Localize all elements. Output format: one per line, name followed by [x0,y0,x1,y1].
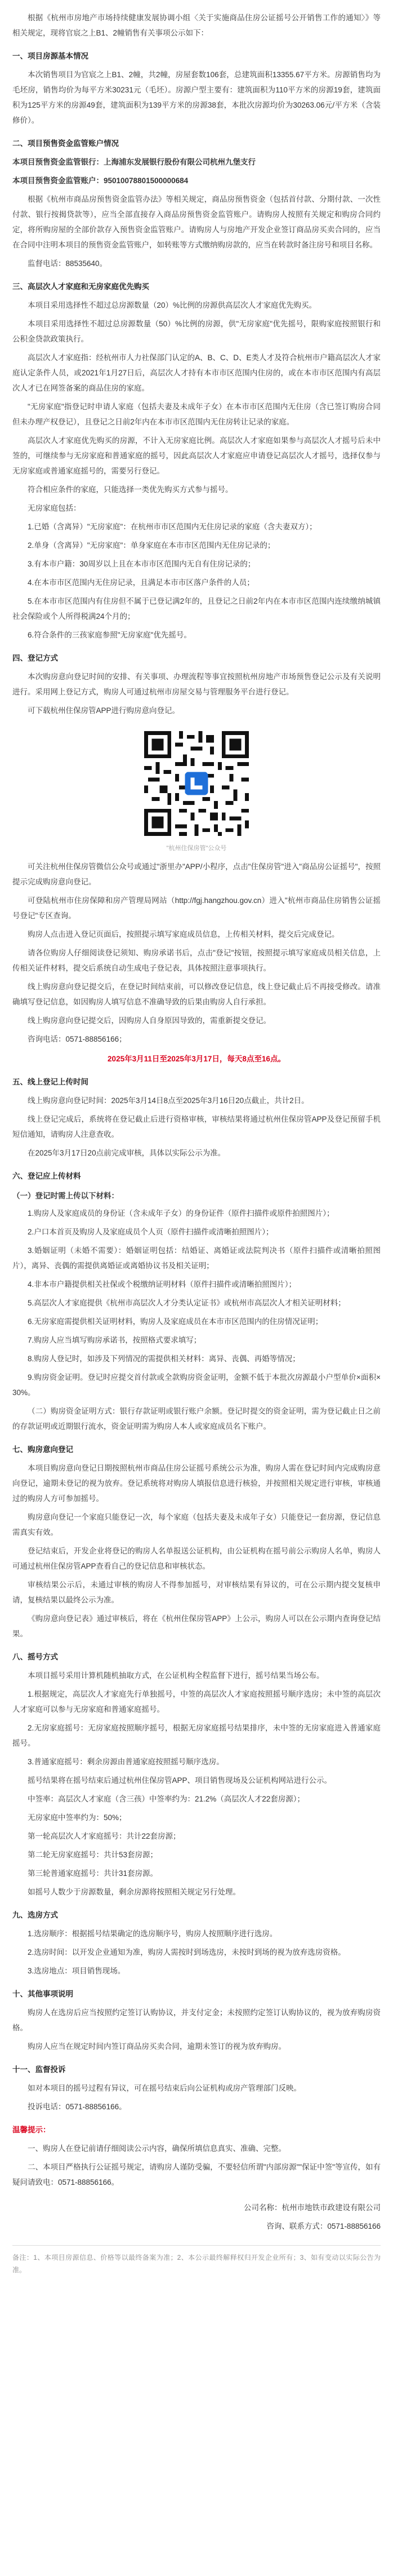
section-8-p5: 摇号结果将在摇号结束后通过杭州住保房管APP、项目销售现场及公证机构网站进行公示。 [28,1776,332,1785]
section-2-title: 二、项目预售资金监管账户情况 [12,139,119,148]
tips-title: 温馨提示： [12,2126,51,2134]
section-5-p3: 在2025年3月17日20点前完成审核，具体以实际公示为准。 [28,1149,226,1157]
section-10-p2: 购房人应当在规定时间内签订商品房买卖合同，逾期未签订的视为放弃购房。 [28,2042,286,2051]
section-8-p1: 本项目摇号采用计算机随机抽取方式，在公证机构全程监督下进行，摇号结果当场公布。 [28,1671,324,1680]
list-item: 2.单身（含离异）"无房家庭"：单身家庭在本市市区范围内无住房记录的； [28,541,275,550]
section-8-p9: 第二轮无房家庭摇号：共计53套房源； [28,1851,158,1859]
tips-p1: 一、购房人在登记前请仔细阅读公示内容，确保所填信息真实、准确、完整。 [28,2144,286,2153]
section-3-p3: 高层次人才家庭指：经杭州市人力社保部门认定的A、B、C、D、E类人才及符合杭州市户籍高层次人才家庭认定条件人员，或2021年1月27日后，高层次人才持有本市市区范围内住房的，或在本市市区范围内有高层次人才已在网签备案的商品住房的家庭。 [12,353,381,392]
section-9-p2: 2.选房时间：以开发企业通知为准，购房人需按时到场选房，未按时到场的视为放弃选房资格。 [28,1948,346,1957]
consult-phone: 咨询电话：0571-88856166； [28,1035,127,1043]
list-item: 6.无房家庭需提供相关证明材料，购房人及家庭成员在本市市区范围内的住房情况证明； [28,1317,323,1326]
list-item: 5.在本市市区范围内有住房但不属于已登记满2年的，且登记之日前2年内在本市市区范围内连续缴纳城镇社会保险或个人所得税满24个月的； [12,597,381,621]
section-3-p1: 本项目采用选择性不超过总房源数量（20）%比例的房源供高层次人才家庭优先购买。 [28,301,317,309]
section-5-p1: 线上购房意向登记时间：2025年3月14日8点至2025年3月16日20点截止，共计2日。 [28,1096,309,1105]
section-4b-p2: 可登陆杭州市住房保障和房产管理局网站（http://fgj.hangzhou.gov.cn）进入"杭州市商品住房销售公证摇号登记"专区查询。 [12,896,381,920]
section-3-p7: 无房家庭包括： [28,504,81,512]
section-7-p3: 登记结束后，开发企业将登记的购房人名单报送公证机构，由公证机构在摇号前公示购房人名单，购房人可通过杭州住保房管APP查看自己的登记信息和审核状态。 [12,1547,381,1570]
section-10-p1: 购房人在选房后应当按照约定签订认购协议，并支付定金；未按照约定签订认购协议的，视为放弃购房资格。 [12,2008,381,2032]
section-8-title: 八、摇号方式 [12,1653,58,1661]
section-6-extra: （二）购房资金证明方式：银行存款证明或银行账户余额。登记时提交的资金证明，需为登记截止日之前的存款证明或近期银行流水，资金证明需为购房人本人或家庭成员名下账户。 [12,1407,381,1431]
footnote: 备注：1、本项目房源信息、价格等以最终备案为准；2、本公示最终解释权归开发企业所有；3、如有变动以实际公告为准。 [12,2254,381,2274]
section-7-title: 七、购房意向登记 [12,1445,73,1454]
list-item: 3.婚姻证明（未婚不需要）：婚姻证明包括：结婚证、离婚证或法院判决书（原件扫描件或清晰拍照图片），离异、丧偶的需提供离婚证或离婚协议书及相关证明； [12,1246,381,1270]
qr-code-block [12,727,381,853]
section-9-title: 九、选房方式 [12,1911,58,1919]
list-item: 4.在本市市区范围内无住房记录，且满足本市市区落户条件的人员； [28,578,254,587]
section-3-p6: 符合相应条件的家庭，只能选择一类优先购买方式参与摇号。 [28,485,233,494]
section-5-title: 五、线上登记上传时间 [12,1078,88,1086]
qr-caption: "杭州住保房管"公众号 [166,845,227,852]
list-item: 8.购房人登记时，如涉及下列情况的需提供相关材料：离异、丧偶、再婚等情况； [28,1355,300,1363]
section-7-p5: 《购房意向登记表》通过审核后，将在《杭州住保房管APP》上公示，购房人可以在公示期内查询登记结果。 [12,1614,381,1638]
materials-list [12,1206,381,1400]
no-house-list [12,519,381,643]
section-2-text: 根据《杭州市商品房预售资金监管办法》等相关规定，商品房预售资金（包括首付款、分期付款、一次性付款、银行按揭贷款等），应当全部直接存入商品房预售资金监管账户。请购房人按照有关规定和购房合同约定，将所购房屋的全部价款存入预售资金监管账户。请购房人与房地产开发企业签订商品房买卖合同的，应当在合同中注明本项目的预售资金监管账户，如转账等方式缴纳购房款的，应当在转款时备注房号和项目名称。 [12,195,381,249]
section-4b-p5: 线上购房意向登记提交后，在登记时间结束前，可以修改登记信息，线上登记截止后不再接受修改。请准确填写登记信息，如因购房人填写信息不准确导致的后果由购房人自行承担。 [12,982,381,1006]
section-8-p2: 1.根据规定，高层次人才家庭先行单独摇号，中签的高层次人才家庭按照摇号顺序选房；未中签的高层次人才家庭可以参与无房家庭和普通家庭摇号。 [12,1690,381,1714]
section-4-p2: 可下载杭州住保房管APP进行购房意向登记。 [28,706,180,715]
list-item: 1.购房人及家庭成员的身份证（含未成年子女）的身份证件（原件扫描件或原件拍照图片）； [28,1209,334,1218]
list-item: 5.高层次人才家庭提供《杭州市高层次人才分类认定证书》或杭州市高层次人才相关证明材料； [28,1299,346,1307]
section-4-title: 四、登记方式 [12,654,58,662]
section-4b-p1: 可关注杭州住保房管微信公众号或通过"浙里办"APP/小程序，点击"住保房管"进入"商品房公证摇号"，按照提示完成购房意向登记。 [12,862,381,886]
registration-time: 2025年3月11日至2025年3月17日，每天8点至16点。 [108,1055,285,1063]
section-1-text: 本次销售项目为官宸之上B1、2幢，共2幢，房屋套数106套，总建筑面积13355.67平方米。房源销售均为毛坯房，销售均价为每平方米30231元（毛坯）。房源户型主要有：建筑面积为110平方米的房源19套，建筑面积为125平方米的房源49套，建筑面积为139平方米的房源38套，本批次房源均价为30263.06元/平方米（含装修价）。 [12,70,381,125]
section-3-p2: 本项目采用选择性不超过总房源数量（50）%比例的房源，供"无房家庭"优先摇号，限购家庭按照银行和公积金贷款政策执行。 [12,320,381,343]
section-4b-p6: 线上购房意向登记提交后，因购房人自身原因导致的，需重新提交登记。 [28,1016,271,1025]
section-4b-p4: 请各位购房人仔细阅读登记须知、购房承诺书后，点击"登记"按钮，按照提示填写家庭成员相关信息，上传相关证件材料，提交后系统自动生成电子登记表，具体按照注意事项执行。 [12,949,381,972]
supervision-bank: 本项目预售资金监管银行：上海浦东发展银行股份有限公司杭州九堡支行 [12,158,256,166]
section-8-p10: 第三轮普通家庭摇号：共计31套房源。 [28,1869,158,1878]
section-11-p2: 投诉电话：0571-88856166。 [28,2103,127,2111]
section-3-p5: 高层次人才家庭优先购买的房源，不计入无房家庭比例。高层次人才家庭如果参与高层次人才摇号后未中签的，可继续参与无房家庭和普通家庭的摇号，因此高层次人才家庭应申请登记高层次人才摇号，选择仅参与无房家庭或普通家庭摇号的，需要另行登记。 [12,436,381,475]
section-3-p4: "无房家庭"指登记时申请人家庭（包括夫妻及未成年子女）在本市市区范围内无住房（含已签订购房合同但未办理产权登记），且登记之日前2年内在本市市区范围内无住房转让记录的家庭。 [12,402,381,426]
section-9-p1: 1.选房顺序：根据摇号结果确定的选房顺序号，购房人按照顺序进行选房。 [28,1929,278,1938]
section-1-title: 一、项目房源基本情况 [12,52,88,60]
section-11-title: 十一、监督投诉 [12,2065,66,2074]
intro-paragraph: 根据《杭州市房地产市场持续健康发展协调小组〈关于实施商品住房公证摇号公开销售工作的通知〉》等相关规定，现将官宸之上B1、2幢销售有关事项公示如下： [12,14,381,37]
section-3-title: 三、高层次人才家庭和无房家庭优先购买 [12,282,149,291]
section-8-p7: 无房家庭中签率约为：50%； [28,1813,127,1822]
section-4b-p3: 购房人点击进入登记页面后，按照提示填写家庭成员信息，上传相关材料，提交后完成登记。 [28,930,340,939]
tips-p2: 二、本项目严格执行公证摇号规定，请购房人谨防受骗，不要轻信所谓"内部房源""保证中签"等宣传，如有疑问请致电：0571-88856166。 [12,2163,381,2186]
list-item: 4.非本市户籍提供相关社保或个税缴纳证明材料（原件扫描件或清晰拍照图片）； [28,1280,297,1289]
list-item: 9.购房资金证明。登记时应提交首付款或全款购房资金证明，金额不低于本批次房源最小户型单价×面积×30%。 [12,1373,381,1397]
section-8-p8: 第一轮高层次人才家庭摇号：共计22套房源； [28,1832,181,1840]
supervision-phone: 监督电话：88535640。 [28,259,108,268]
list-item: 6.符合条件的三孩家庭参照"无房家庭"优先摇号。 [28,631,191,639]
divider [12,2245,381,2246]
list-item: 1.已婚（含离异）"无房家庭"：在杭州市市区范围内无住房记录的家庭（含夫妻双方）； [28,523,317,531]
qr-code-icon[interactable] [140,727,253,840]
section-5-p2: 线上登记完成后，系统将在登记截止后进行资格审核，审核结果将通过杭州住保房管APP及登记预留手机短信通知，请购房人注意查收。 [12,1115,381,1139]
list-item: 7.购房人应当填写购房承诺书，按照格式要求填写； [28,1336,202,1344]
section-7-p2: 购房意向登记一个家庭只能登记一次，每个家庭（包括夫妻及未成年子女）只能登记一套房源，登记信息需真实有效。 [12,1513,381,1537]
section-8-p4: 3.普通家庭摇号：剩余房源由普通家庭按照摇号顺序选房。 [28,1758,224,1766]
list-item: 2.户口本首页及购房人及家庭成员个人页（原件扫描件或清晰拍照图片）； [28,1228,274,1236]
section-7-p1: 本项目购房意向登记日期按照杭州市商品住房公证摇号系统公示为准，购房人需在登记时间内完成购房意向登记，逾期未登记的视为放弃。登记系统将对购房人填报信息进行核验，并按照相关规定进行审核，审核通过的购房人方可参加摇号。 [12,1464,381,1503]
section-6-intro: （一）登记时需上传以下材料： [12,1192,119,1200]
section-10-title: 十、其他事项说明 [12,1990,73,1998]
company-contact: 咨询、联系方式：0571-88856166 [266,2222,381,2230]
section-9-p3: 3.选房地点：项目销售现场。 [28,1967,126,1975]
section-4-p1: 本次购房意向登记时间的安排、有关事项、办理流程等事宜按照杭州房地产市场预售登记公示及有关说明进行。采用网上登记方式，购房人可通过杭州市房屋交易与管理服务平台进行登记。 [12,672,381,696]
section-7-p4: 审核结果公示后，未通过审核的购房人不得参加摇号，对审核结果有异议的，可在公示期内提交复核申请，复核结果以最终公示为准。 [12,1581,381,1604]
section-11-p1: 如对本项目的摇号过程有异议，可在摇号结束后向公证机构或房产管理部门反映。 [28,2084,301,2092]
company-name: 公司名称：杭州市地铁市政建设有限公司 [244,2203,381,2212]
section-8-p6: 中签率：高层次人才家庭（含三孩）中签率约为：21.2%（高层次人才22套房源）； [28,1795,305,1803]
section-8-p3: 2.无房家庭摇号：无房家庭按照顺序摇号，根据无房家庭摇号结果排序，未中签的无房家庭进入普通家庭摇号。 [12,1724,381,1747]
list-item: 3.有本市户籍：30周岁以上且在本市市区范围内无自有住房记录的； [28,560,256,568]
section-8-p11: 如摇号人数少于房源数量，剩余房源将按照相关规定另行处理。 [28,1888,240,1896]
section-6-title: 六、登记应上传材料 [12,1172,81,1180]
supervision-account: 本项目预售资金监管账户：95010078801500000684 [12,176,189,185]
